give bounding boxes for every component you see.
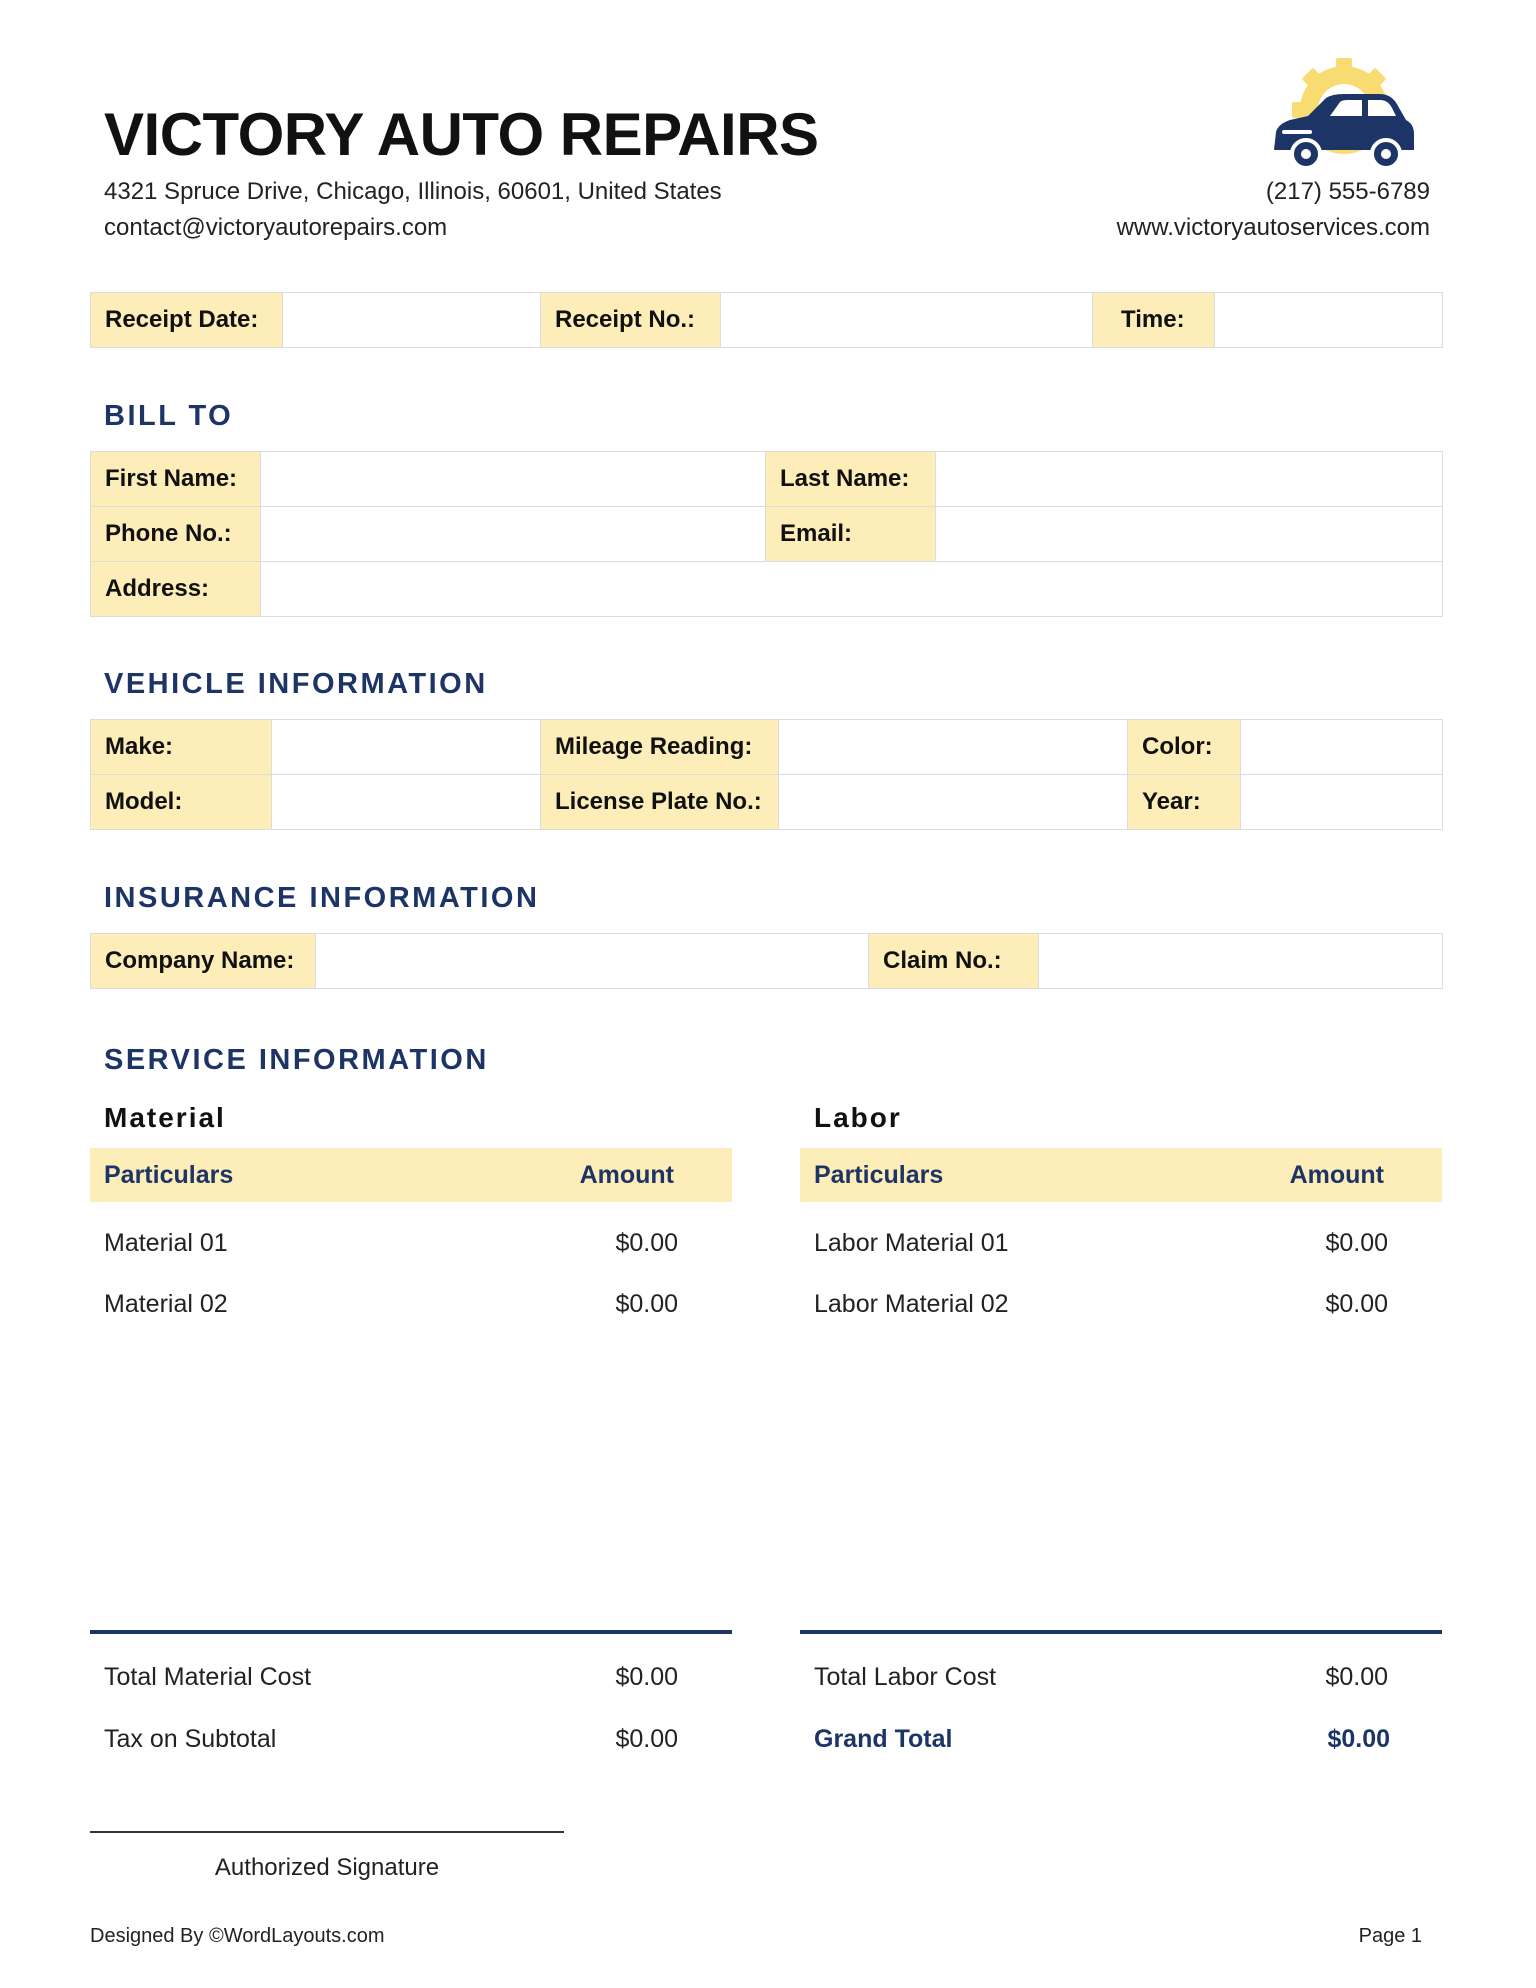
material-row-amount: $0.00 bbox=[615, 1229, 678, 1257]
page-number: Page 1 bbox=[1358, 1925, 1422, 1947]
total-material-cost-label: Total Material Cost bbox=[104, 1663, 312, 1691]
receipt-date-field[interactable] bbox=[283, 293, 541, 348]
mileage-field[interactable] bbox=[779, 720, 1128, 775]
receipt-date-label: Receipt Date: bbox=[91, 293, 283, 348]
material-row-name: Material 01 bbox=[104, 1229, 228, 1257]
vehicle-info-heading: VEHICLE INFORMATION bbox=[104, 668, 488, 700]
year-label: Year: bbox=[1128, 775, 1241, 830]
email-field[interactable] bbox=[936, 507, 1443, 562]
footer-designer: Designed By ©WordLayouts.com bbox=[90, 1925, 385, 1947]
material-row-amount: $0.00 bbox=[615, 1290, 678, 1318]
insurance-info-heading: INSURANCE INFORMATION bbox=[104, 882, 540, 914]
address-label: Address: bbox=[91, 562, 261, 617]
labor-row-name: Labor Material 01 bbox=[814, 1229, 1009, 1257]
make-label: Make: bbox=[91, 720, 272, 775]
labor-amount-header: Amount bbox=[1289, 1161, 1384, 1189]
labor-row-name: Labor Material 02 bbox=[814, 1290, 1009, 1318]
phone-field[interactable] bbox=[261, 507, 766, 562]
mileage-label: Mileage Reading: bbox=[541, 720, 779, 775]
signature-label: Authorized Signature bbox=[214, 1854, 440, 1881]
material-particulars-header: Particulars bbox=[104, 1161, 234, 1189]
time-label: Time: bbox=[1093, 293, 1215, 348]
labor-row-amount: $0.00 bbox=[1325, 1290, 1388, 1318]
labor-row-amount: $0.00 bbox=[1325, 1229, 1388, 1257]
first-name-field[interactable] bbox=[261, 452, 766, 507]
grand-total-value: $0.00 bbox=[1327, 1725, 1390, 1753]
labor-heading: Labor bbox=[814, 1102, 902, 1133]
plate-field[interactable] bbox=[779, 775, 1128, 830]
insurance-info-table bbox=[90, 933, 1443, 989]
labor-particulars-header: Particulars bbox=[814, 1161, 944, 1189]
tax-label: Tax on Subtotal bbox=[104, 1725, 277, 1753]
vehicle-info-table bbox=[90, 719, 1443, 830]
claim-number-field[interactable] bbox=[1039, 934, 1443, 989]
insurance-company-field[interactable] bbox=[316, 934, 869, 989]
labor-table-header bbox=[800, 1148, 1442, 1202]
bill-to-heading: BILL TO bbox=[104, 400, 234, 432]
last-name-label: Last Name: bbox=[766, 452, 936, 507]
first-name-label: First Name: bbox=[91, 452, 261, 507]
total-material-cost-value: $0.00 bbox=[615, 1663, 678, 1691]
receipt-number-field[interactable] bbox=[721, 293, 1093, 348]
signature-line[interactable] bbox=[90, 1831, 564, 1833]
year-field[interactable] bbox=[1241, 775, 1443, 830]
color-label: Color: bbox=[1128, 720, 1241, 775]
tax-value: $0.00 bbox=[615, 1725, 678, 1753]
company-name: VICTORY AUTO REPAIRS bbox=[104, 101, 819, 168]
last-name-field[interactable] bbox=[936, 452, 1443, 507]
claim-number-label: Claim No.: bbox=[869, 934, 1039, 989]
time-field[interactable] bbox=[1215, 293, 1443, 348]
grand-total-label: Grand Total bbox=[814, 1725, 953, 1753]
labor-totals-divider bbox=[800, 1630, 1442, 1634]
material-table-header bbox=[90, 1148, 732, 1202]
total-labor-cost-label: Total Labor Cost bbox=[814, 1663, 997, 1691]
phone-label: Phone No.: bbox=[91, 507, 261, 562]
color-field[interactable] bbox=[1241, 720, 1443, 775]
material-heading: Material bbox=[104, 1102, 226, 1133]
material-totals-divider bbox=[90, 1630, 732, 1634]
receipt-number-label: Receipt No.: bbox=[541, 293, 721, 348]
email-label: Email: bbox=[766, 507, 936, 562]
total-labor-cost-value: $0.00 bbox=[1325, 1663, 1388, 1691]
bill-to-table bbox=[90, 451, 1443, 617]
model-field[interactable] bbox=[272, 775, 541, 830]
company-website: www.victoryautoservices.com bbox=[1116, 214, 1430, 241]
plate-label: License Plate No.: bbox=[541, 775, 779, 830]
company-email: contact@victoryautorepairs.com bbox=[104, 214, 448, 241]
company-address: 4321 Spruce Drive, Chicago, Illinois, 60601, United States bbox=[104, 178, 722, 205]
make-field[interactable] bbox=[272, 720, 541, 775]
service-info-heading: SERVICE INFORMATION bbox=[104, 1044, 489, 1076]
insurance-company-label: Company Name: bbox=[91, 934, 316, 989]
company-phone: (217) 555-6789 bbox=[1265, 178, 1430, 205]
receipt-info-table bbox=[90, 292, 1443, 348]
address-field[interactable] bbox=[261, 562, 1443, 617]
material-amount-header: Amount bbox=[579, 1161, 674, 1189]
material-row-name: Material 02 bbox=[104, 1290, 228, 1318]
car-gear-logo-icon bbox=[1268, 54, 1418, 174]
model-label: Model: bbox=[91, 775, 272, 830]
